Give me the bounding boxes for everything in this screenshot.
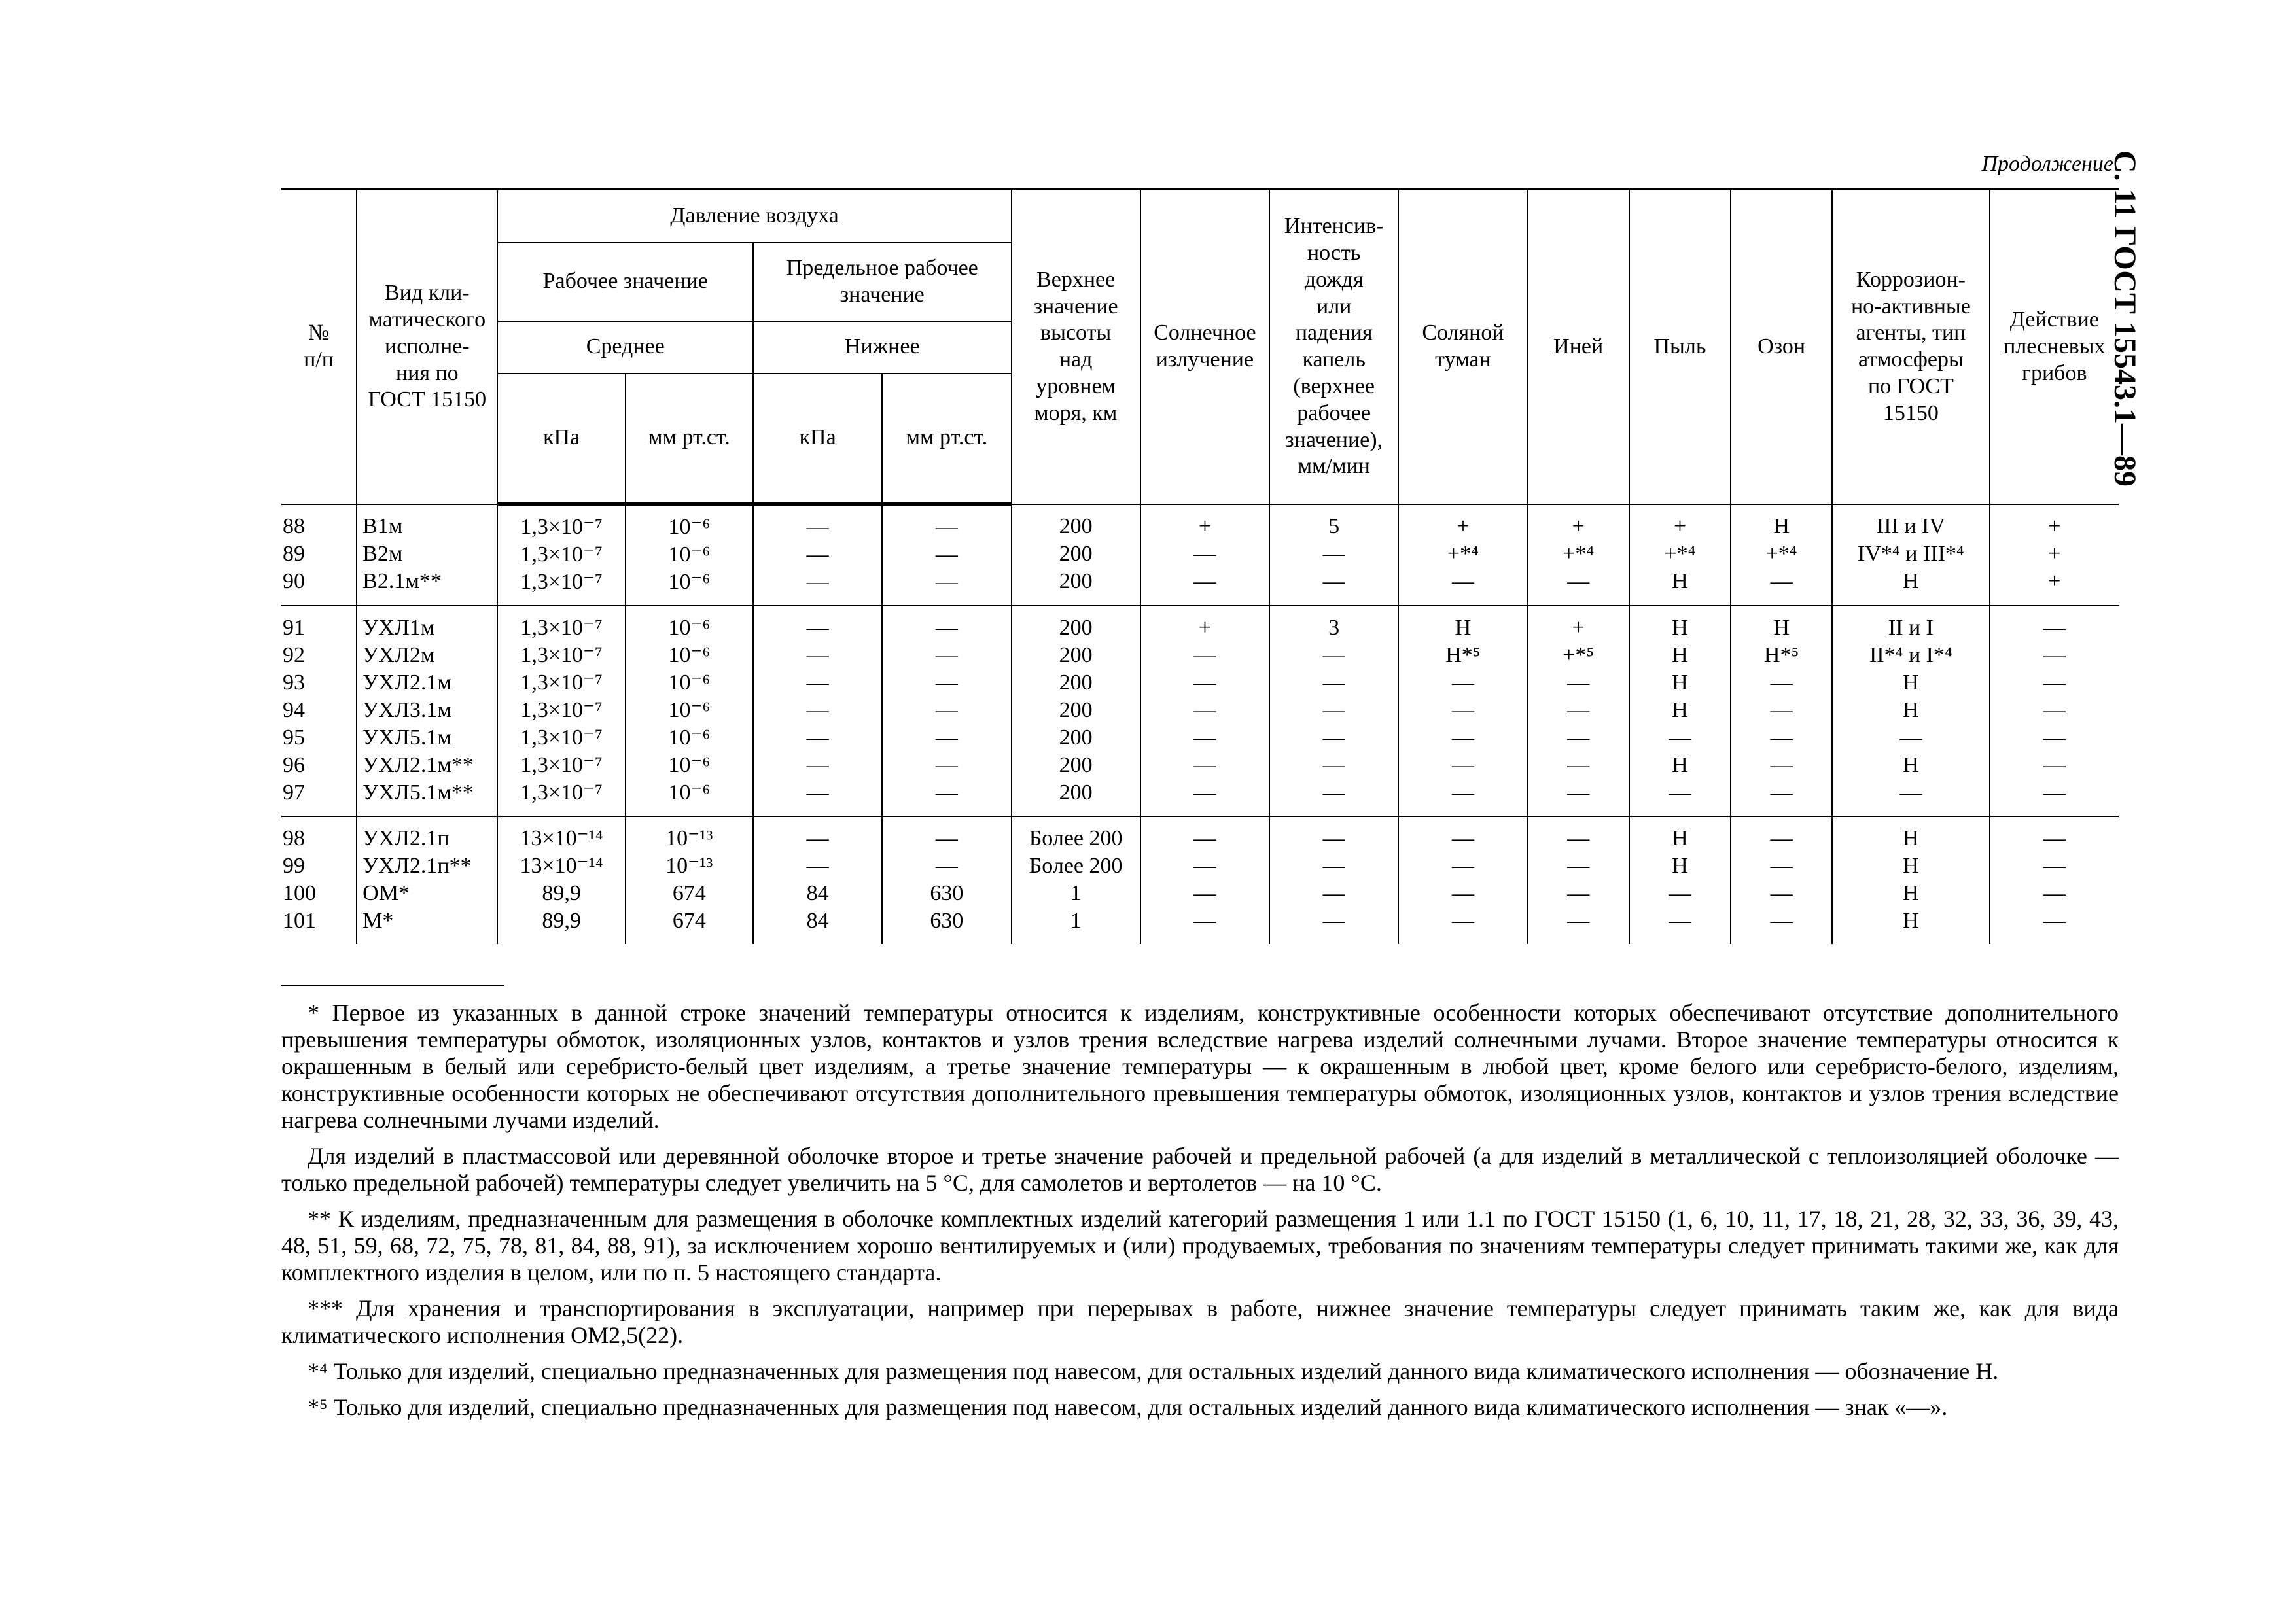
footnote-divider xyxy=(281,985,504,986)
cell-limit-mmhg: — — — — — — — xyxy=(882,606,1011,816)
cell-limit-mmhg: — — — xyxy=(882,504,1011,606)
footnotes xyxy=(281,1000,2119,1430)
cell-altitude: 200 200 200 200 200 200 200 xyxy=(1012,606,1140,816)
header-solar: Солнечное излучение xyxy=(1140,190,1269,504)
footnote-4: *⁴ Только для изделий, специально предназначенных для размещения под навесом, для остальных изделий данного вида климатического исполнения — обозначение Н. xyxy=(308,1358,1999,1384)
cell-corrosive: Н Н Н Н xyxy=(1832,816,1989,944)
cell-altitude: 200 200 200 xyxy=(1012,504,1140,606)
header-lower: Нижнее xyxy=(753,321,1012,374)
cell-kind: УХЛ2.1п УХЛ2.1п** ОМ* М* xyxy=(357,816,497,944)
cell-altitude: Более 200 Более 200 1 1 xyxy=(1012,816,1140,944)
header-corrosive: Коррозион- но-активные агенты, тип атмосферы по ГОСТ 15150 xyxy=(1832,190,1989,504)
cell-salt-fog: — — — — xyxy=(1398,816,1527,944)
cell-solar: + — — — — — — xyxy=(1140,606,1269,816)
cell-frost: — — — — xyxy=(1528,816,1629,944)
table-row xyxy=(281,606,2119,816)
cell-rain: 5 — — xyxy=(1269,504,1398,606)
header-ozone: Озон xyxy=(1731,190,1832,504)
table-group xyxy=(281,606,2119,816)
footnote-2: ** К изделиям, предназначенным для размещения в оболочке комплектных изделий категорий размещения 1 или 1.1 по ГОСТ 15150 (1, 6, 10, 11, 17, 18, 21, 28, 32, 33, 36, 39, 43, 48, 51, 59, 68, 72, 75, 78, 81, 84, 88, 91), за исключением хорошо вентилируемых и (или) продуваемых, требования по значениям температуры следует принимать такими же, как для комплектного изделия в целом, или по п. 5 настоящего стандарта. xyxy=(281,1206,2119,1285)
continuation-label: Продолжение xyxy=(1981,152,2113,176)
cell-kind: УХЛ1м УХЛ2м УХЛ2.1м УХЛ3.1м УХЛ5.1м УХЛ2.1м** УХЛ5.1м** xyxy=(357,606,497,816)
cell-num: 98 99 100 101 xyxy=(281,816,357,944)
header-altitude: Верхнее значение высоты над уровнем моря, км xyxy=(1012,190,1140,504)
header-limit-mmhg: мм рт.ст. xyxy=(882,374,1011,504)
footnote-1-continued: Для изделий в пластмассовой или деревянной оболочке второе и третье значение рабочей и предельной рабочей (а для изделий в металлической с теплоизоляцией оболочке — только предельной рабочей) температуры следует увеличить на 5 °С, для самолетов и вертолетов — на 10 °С. xyxy=(281,1143,2119,1196)
cell-ozone: Н +*⁴ — xyxy=(1731,504,1832,606)
cell-limit-kpa: — — — — — — — xyxy=(753,606,882,816)
cell-fungi: + + + xyxy=(1990,504,2119,606)
cell-mmhg: 10⁻⁶ 10⁻⁶ 10⁻⁶ 10⁻⁶ 10⁻⁶ 10⁻⁶ 10⁻⁶ xyxy=(626,606,753,816)
header-frost: Иней xyxy=(1528,190,1629,504)
header-work-value: Рабочее значение xyxy=(497,243,753,321)
cell-corrosive: III и IV IV*⁴ и III*⁴ Н xyxy=(1832,504,1989,606)
cell-limit-mmhg: — — 630 630 xyxy=(882,816,1011,944)
header-fungi: Действие плесневых грибов xyxy=(1990,190,2119,504)
header-pressure: Давление воздуха xyxy=(497,190,1011,243)
cell-kpa: 1,3×10⁻⁷ 1,3×10⁻⁷ 1,3×10⁻⁷ xyxy=(497,504,625,606)
cell-frost: + +*⁵ — — — — — xyxy=(1528,606,1629,816)
cell-num: 91 92 93 94 95 96 97 xyxy=(281,606,357,816)
cell-mmhg: 10⁻⁶ 10⁻⁶ 10⁻⁶ xyxy=(626,504,753,606)
header-num: № п/п xyxy=(281,190,357,504)
climate-table xyxy=(281,188,2119,944)
cell-ozone: — — — — xyxy=(1731,816,1832,944)
page-reference: С. 11 ГОСТ 15543.1—89 xyxy=(2108,150,2142,487)
header-limit-kpa: кПа xyxy=(753,374,882,504)
cell-salt-fog: + +*⁴ — xyxy=(1398,504,1527,606)
footnote-3: *** Для хранения и транспортирования в эксплуатации, например при перерывах в работе, нижнее значение температуры следует принимать таким же, как для вида климатического исполнения ОМ2,5(22). xyxy=(281,1295,2119,1348)
table-group xyxy=(281,816,2119,944)
cell-frost: + +*⁴ — xyxy=(1528,504,1629,606)
cell-kind: В1м В2м В2.1м** xyxy=(357,504,497,606)
table-group xyxy=(281,504,2119,606)
cell-corrosive: II и I II*⁴ и I*⁴ Н Н — Н — xyxy=(1832,606,1989,816)
header-kind: Вид кли- матического исполне- ния по ГОСТ 15150 xyxy=(357,190,497,504)
header-mmhg: мм рт.ст. xyxy=(626,374,753,504)
cell-fungi: — — — — — — — xyxy=(1990,606,2119,816)
cell-num: 88 89 90 xyxy=(283,514,305,593)
header-kpa: кПа xyxy=(497,374,625,504)
header-salt-fog: Соляной туман xyxy=(1398,190,1527,504)
header-limit-work-value: Предельное рабочее значение xyxy=(753,243,1012,321)
cell-salt-fog: Н Н*⁵ — — — — — xyxy=(1398,606,1527,816)
cell-dust: Н Н Н Н — Н — xyxy=(1629,606,1731,816)
cell-limit-kpa: — — 84 84 xyxy=(753,816,882,944)
cell-limit-kpa: — — — xyxy=(753,504,882,606)
cell-dust: Н Н — — xyxy=(1629,816,1731,944)
footnote-1: * Первое из указанных в данной строке значений температуры относится к изделиям, конструктивные особенности которых обеспечивают отсутствие дополнительного превышения температуры обмоток, изоляционных узлов, контактов и узлов трения вследствие нагрева изделий солнечными лучами. Второе значение температуры относится к окрашенным в белый или серебристо-белый цвет изделиям, а третье значение температуры — к окрашенным в любой цвет, кроме белого или серебристо-белого, изделиям, конструктивные особенности которых не обеспечивают отсутствия дополнительного превышения температуры обмоток, изоляционных узлов, контактов и узлов трения вследствие нагрева солнечными лучами изделий. xyxy=(281,1000,2119,1133)
cell-solar: — — — — xyxy=(1140,816,1269,944)
cell-rain: — — — — xyxy=(1269,816,1398,944)
cell-fungi: — — — — xyxy=(1990,816,2119,944)
cell-solar: + — — xyxy=(1140,504,1269,606)
table-row xyxy=(281,816,2119,944)
cell-dust: + +*⁴ Н xyxy=(1629,504,1731,606)
cell-rain: 3 — — — — — — xyxy=(1269,606,1398,816)
cell-kpa: 13×10⁻¹⁴ 13×10⁻¹⁴ 89,9 89,9 xyxy=(497,816,625,944)
cell-mmhg: 10⁻¹³ 10⁻¹³ 674 674 xyxy=(626,816,753,944)
cell-ozone: Н Н*⁵ — — — — — xyxy=(1731,606,1832,816)
cell-kpa: 1,3×10⁻⁷ 1,3×10⁻⁷ 1,3×10⁻⁷ 1,3×10⁻⁷ 1,3×10⁻⁷ 1,3×10⁻⁷ 1,3×10⁻⁷ xyxy=(497,606,625,816)
table-row xyxy=(281,504,2119,606)
header-rain: Интенсив- ность дождя или падения капель (верхнее рабочее значение), мм/мин xyxy=(1269,190,1398,504)
header-dust: Пыль xyxy=(1629,190,1731,504)
footnote-5: *⁵ Только для изделий, специально предназначенных для размещения под навесом, для остальных изделий данного вида климатического исполнения — знак «—». xyxy=(308,1394,1948,1420)
header-mean: Среднее xyxy=(497,321,753,374)
